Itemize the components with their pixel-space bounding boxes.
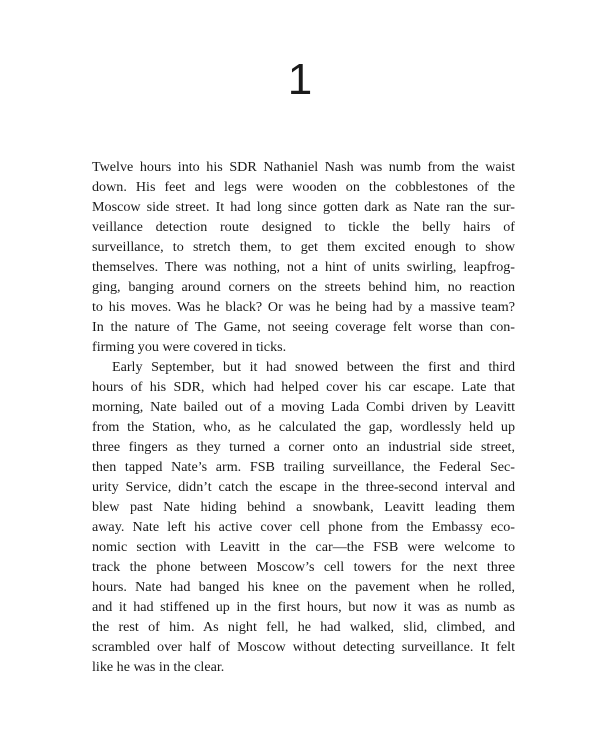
text-line: then tapped Nate’s arm. FSB trailing surveillance, the Federal Sec- bbox=[92, 459, 515, 475]
text-line: Twelve hours into his SDR Nathaniel Nash was numb from the waist bbox=[92, 159, 515, 175]
text-line: In the nature of The Game, not seeing coverage felt worse than con- bbox=[92, 319, 515, 335]
text-line: hours. Nate had banged his knee on the pavement when he rolled, bbox=[92, 579, 515, 595]
text-line: three fingers as they turned a corner onto an industrial side street, bbox=[92, 439, 515, 455]
text-line: track the phone between Moscow’s cell towers for the next three bbox=[92, 559, 515, 575]
chapter-body bbox=[92, 157, 515, 677]
text-line: Moscow side street. It had long since gotten dark as Nate ran the sur- bbox=[92, 199, 515, 215]
paragraph-1 bbox=[92, 157, 515, 357]
text-line: urity Service, didn’t catch the escape in the three-second interval and bbox=[92, 479, 515, 495]
text-line: veillance detection route designed to tickle the belly hairs of bbox=[92, 219, 515, 235]
text-line: like he was in the clear. bbox=[92, 659, 225, 675]
text-line: the rest of him. As night fell, he had walked, slid, climbed, and bbox=[92, 619, 515, 635]
paragraph-2 bbox=[92, 357, 515, 677]
text-line: scrambled over half of Moscow without detecting surveillance. It felt bbox=[92, 639, 515, 655]
text-line: to his moves. Was he black? Or was he being had by a massive team? bbox=[92, 299, 515, 315]
text-line: morning, Nate bailed out of a moving Lada Combi driven by Leavitt bbox=[92, 399, 515, 415]
text-line: ging, banging around corners on the streets behind him, no reaction bbox=[92, 279, 515, 295]
text-line: hours of his SDR, which had helped cover his car escape. Late that bbox=[92, 379, 515, 395]
text-line: blew past Nate hiding behind a snowbank, Leavitt leading them bbox=[92, 499, 515, 515]
text-line: firming you were covered in ticks. bbox=[92, 339, 287, 355]
chapter-number: 1 bbox=[287, 55, 313, 104]
text-line: nomic section with Leavitt in the car—the FSB were welcome to bbox=[92, 539, 515, 555]
text-line: from the Station, who, as he calculated the gap, wordlessly held up bbox=[92, 419, 515, 435]
text-line: down. His feet and legs were wooden on the cobblestones of the bbox=[92, 179, 515, 195]
text-line: away. Nate left his active cover cell phone from the Embassy eco- bbox=[92, 519, 515, 535]
text-line: and it had stiffened up in the first hours, but now it was as numb as bbox=[92, 599, 515, 615]
text-line: themselves. There was nothing, not a hint of units swirling, leapfrog- bbox=[92, 259, 515, 275]
text-line: Early September, but it had snowed between the first and third bbox=[112, 359, 515, 375]
text-line: surveillance, to stretch them, to get them excited enough to show bbox=[92, 239, 515, 255]
